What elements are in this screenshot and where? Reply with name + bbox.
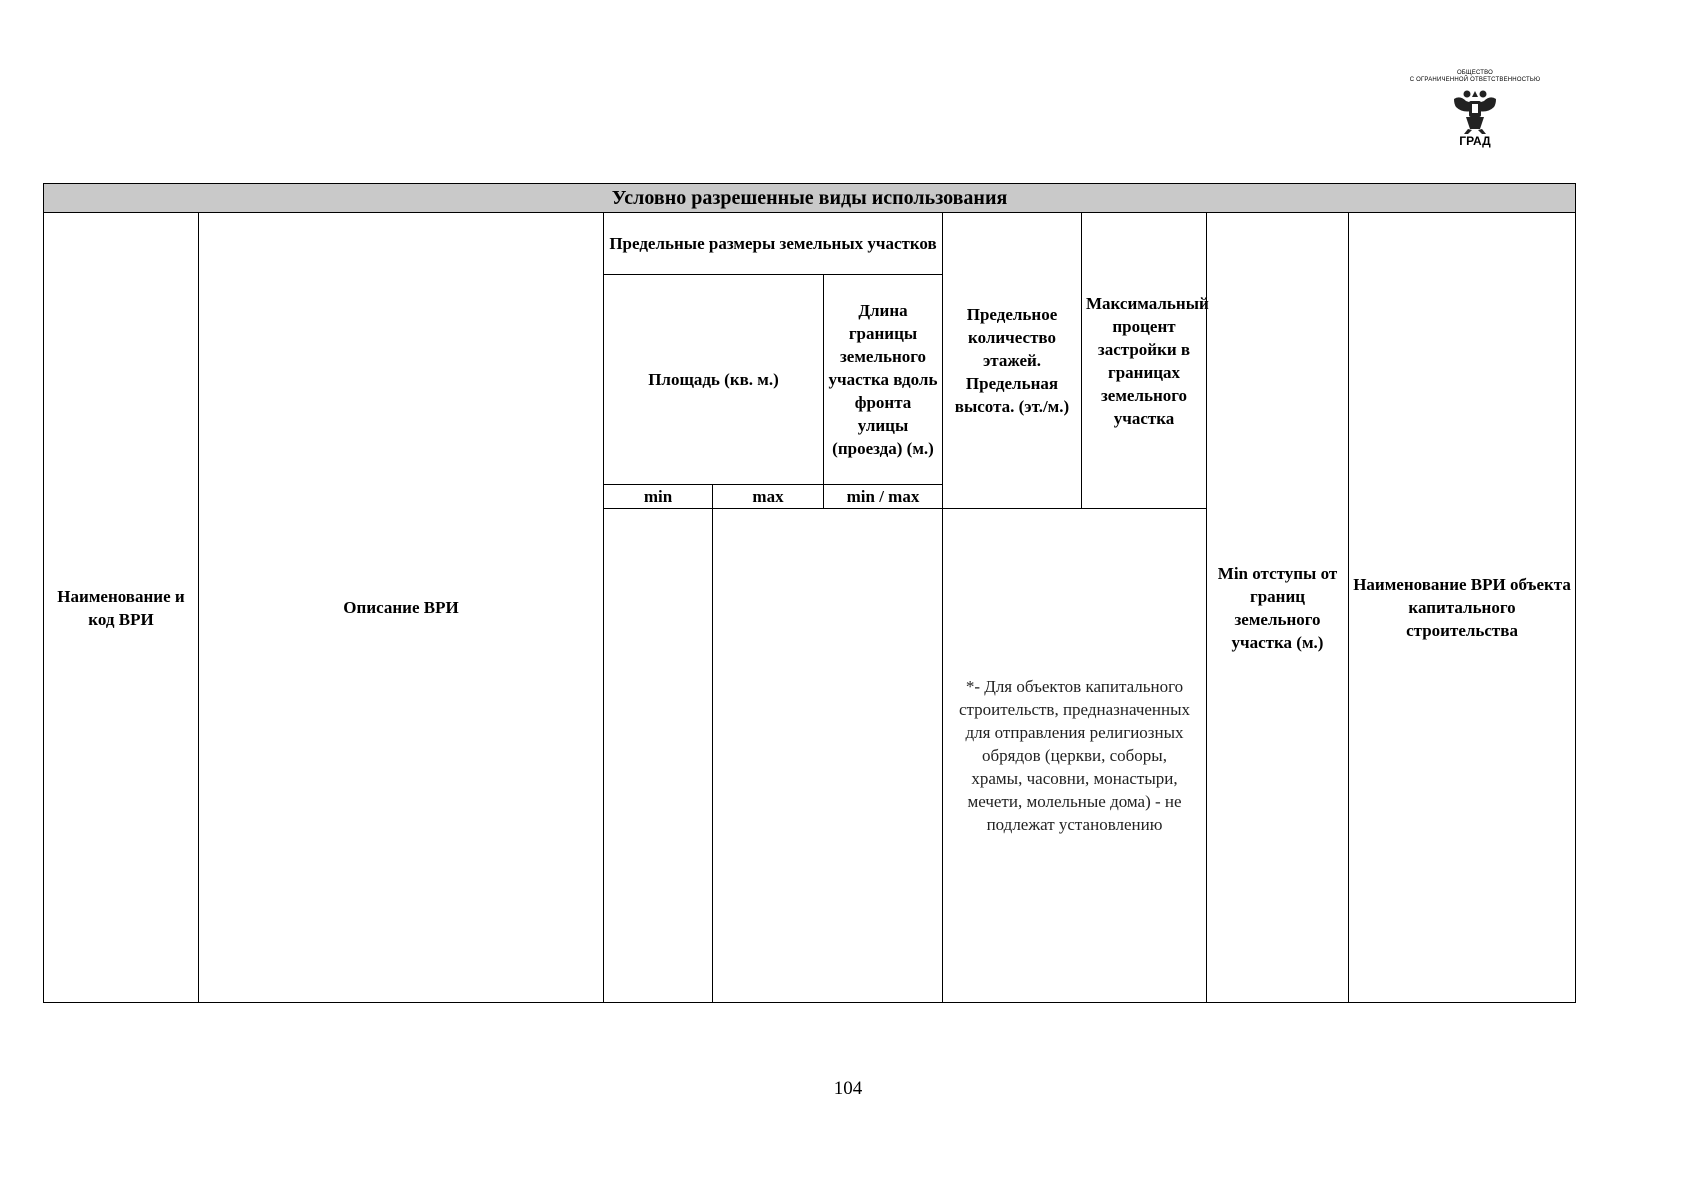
double-headed-eagle-emblem-icon — [1452, 85, 1498, 135]
page-number: 104 — [833, 1078, 863, 1099]
header-area-max: max — [713, 485, 824, 509]
table-title: Условно разрешенные виды использования — [44, 184, 1576, 213]
header-frontage: Длина границы земельного участка вдоль фронта улицы (проезда) (м.) — [824, 275, 943, 485]
header-description: Описание ВРИ — [199, 213, 604, 1003]
cell-area-min — [604, 509, 713, 1003]
logo-line-2: С ОГРАНИЧЕННОЙ ОТВЕТСТВЕННОСТЬЮ — [1409, 77, 1541, 83]
header-plot-sizes: Предельные размеры земельных участков — [604, 213, 943, 275]
header-area: Площадь (кв. м.) — [604, 275, 824, 485]
cell-area-max-frontage — [713, 509, 943, 1003]
header-max-percent: Максимальный процент застройки в границах земельного участка — [1082, 213, 1207, 509]
header-object-name: Наименование ВРИ объекта капитального строительства — [1349, 213, 1576, 1003]
logo-line-1: ОБЩЕСТВО — [1456, 70, 1494, 76]
header-name-code: Наименование и код ВРИ — [44, 213, 199, 1003]
header-setbacks: Min отступы от границ земельного участка (м.) — [1207, 213, 1349, 1003]
header-floors-height: Предельное количество этажей. Предельная высота. (эт./м.) — [943, 213, 1082, 509]
header-frontage-minmax: min / max — [824, 485, 943, 509]
header-area-min: min — [604, 485, 713, 509]
note-religious-objects: *- Для объектов капитального строительств, предназначенных для отправления религиозных обрядов (церкви, соборы, храмы, часовни, монастыри, мечети, молельные дома) - не подлежат установлению — [943, 509, 1207, 1003]
permitted-use-table — [43, 183, 1576, 1003]
company-logo — [1390, 70, 1560, 156]
logo-company-name: ГРАД — [1459, 134, 1491, 148]
